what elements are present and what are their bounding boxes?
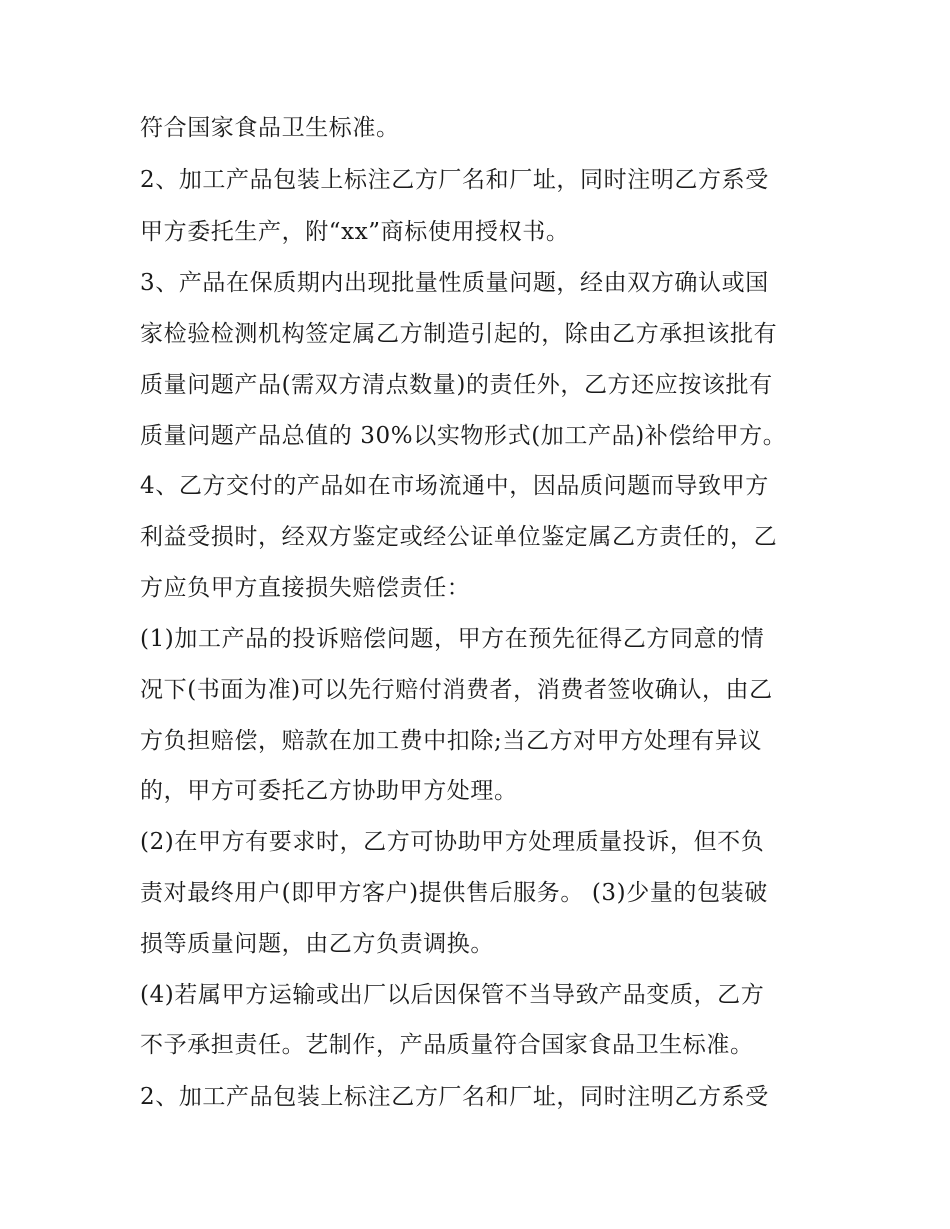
text-line: 2、加工产品包装上标注乙方厂名和厂址，同时注明乙方系受	[140, 167, 769, 193]
text-line: 家检验检测机构签定属乙方制造引起的，除由乙方承担该批有	[140, 321, 778, 347]
text-line: 况下(书面为准)可以先行赔付消费者，消费者签收确认，由乙	[140, 677, 773, 703]
text-line: 方负担赔偿，赔款在加工费中扣除;当乙方对甲方处理有异议	[140, 728, 762, 754]
text-line: 3、产品在保质期内出现批量性质量问题，经由双方确认或国	[140, 270, 769, 296]
text-line: 责对最终用户(即甲方客户)提供售后服务。 (3)少量的包装破	[140, 880, 768, 906]
text-line: 甲方委托生产，附“xx”商标使用授权书。	[140, 219, 570, 245]
text-line: 方应负甲方直接损失赔偿责任：	[140, 575, 471, 601]
text-line: 利益受损时，经双方鉴定或经公证单位鉴定属乙方责任的，乙	[140, 524, 778, 550]
text-line: 4、乙方交付的产品如在市场流通中，因品质问题而导致甲方	[140, 473, 769, 499]
text-line: (4)若属甲方运输或出厂以后因保管不当导致产品变质，乙方	[140, 982, 765, 1008]
text-line: 损等质量问题，由乙方负责调换。	[140, 931, 494, 957]
text-line: (1)加工产品的投诉赔偿问题，甲方在预先征得乙方同意的情	[140, 626, 765, 652]
text-line: 质量问题产品总值的 30%以实物形式(加工产品)补偿给甲方。	[140, 423, 787, 449]
text-line: 质量问题产品(需双方清点数量)的责任外，乙方还应按该批有	[140, 372, 773, 398]
text-line: 的，甲方可委托乙方协助甲方处理。	[140, 778, 518, 804]
text-line: 符合国家食品卫生标准。	[140, 115, 400, 141]
text-line: (2)在甲方有要求时，乙方可协助甲方处理质量投诉，但不负	[140, 829, 765, 855]
text-line: 2、加工产品包装上标注乙方厂名和厂址，同时注明乙方系受	[140, 1084, 769, 1110]
text-line: 不予承担责任。艺制作，产品质量符合国家食品卫生标准。	[140, 1032, 754, 1058]
